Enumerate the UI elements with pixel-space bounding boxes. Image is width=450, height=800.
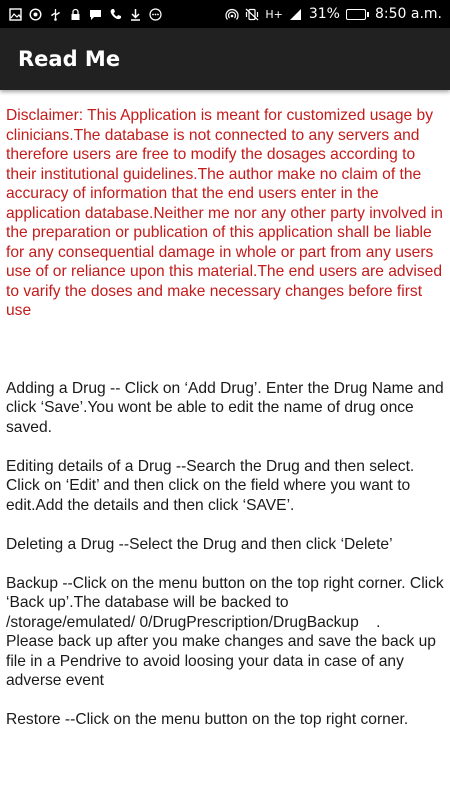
lock-icon xyxy=(68,7,82,21)
status-bar xyxy=(0,0,450,28)
status-left xyxy=(8,7,162,21)
restore-instructions: Restore --Click on the menu button on the top right corner. xyxy=(6,711,409,728)
download-icon xyxy=(128,7,142,21)
editing-drug-instructions: Editing details of a Drug --Search the Drug and then select. Click on ‘Edit’ and then click on the field where you want to edit.Add the details and then click ‘SAVE’. xyxy=(6,457,415,514)
chat-icon xyxy=(88,7,102,21)
signal-icon xyxy=(289,7,303,21)
vibrate-icon xyxy=(245,7,259,21)
deleting-drug-instructions: Deleting a Drug --Select the Drug and then click ‘Delete’ xyxy=(6,535,393,553)
readme-content xyxy=(6,106,448,730)
adding-drug-instructions: Adding a Drug -- Click on ‘Add Drug’. Enter the Drug Name and click ‘Save’.You wont be able to edit the name of drug once saved. xyxy=(6,379,444,436)
battery-icon xyxy=(346,9,369,20)
usb-icon xyxy=(48,7,62,21)
backup-path: /storage/emulated/ 0/DrugPrescription/DrugBackup . xyxy=(6,613,381,631)
battery-percent: 31% xyxy=(308,6,340,22)
gallery-icon xyxy=(8,7,22,21)
page-title: Read Me xyxy=(18,47,121,71)
status-right xyxy=(225,6,442,22)
backup-advice: Please back up after you make changes and save the back up file in a Pendrive to avoid loosing your data in case of any adverse event xyxy=(6,633,436,689)
disclaimer-text: Disclaimer: This Application is meant for customized usage by clinicians.The database is not connected to any servers and therefore users are free to modify the dosages according to their institutional guidelines.The author make no claim of the accuracy of information that the end users enter in the application database.Neither me nor any other party involved in the preparation or publication of this application shall be liable for any consequential damage in whole or part from any users use of or reliance upon this material.The end users are advised to varify the doses and make necessary changes before first use xyxy=(6,107,443,319)
app-bar xyxy=(0,28,450,90)
hotspot-icon xyxy=(225,7,239,21)
backup-instructions xyxy=(6,574,448,691)
call-icon xyxy=(108,7,122,21)
network-type: H+ xyxy=(265,7,283,21)
whatsapp-icon xyxy=(28,7,42,21)
more-icon xyxy=(148,7,162,21)
clock: 8:50 a.m. xyxy=(374,6,442,22)
backup-line: Backup --Click on the menu button on the top right corner. Click ‘Back up’.The database will be backed to xyxy=(6,574,444,611)
